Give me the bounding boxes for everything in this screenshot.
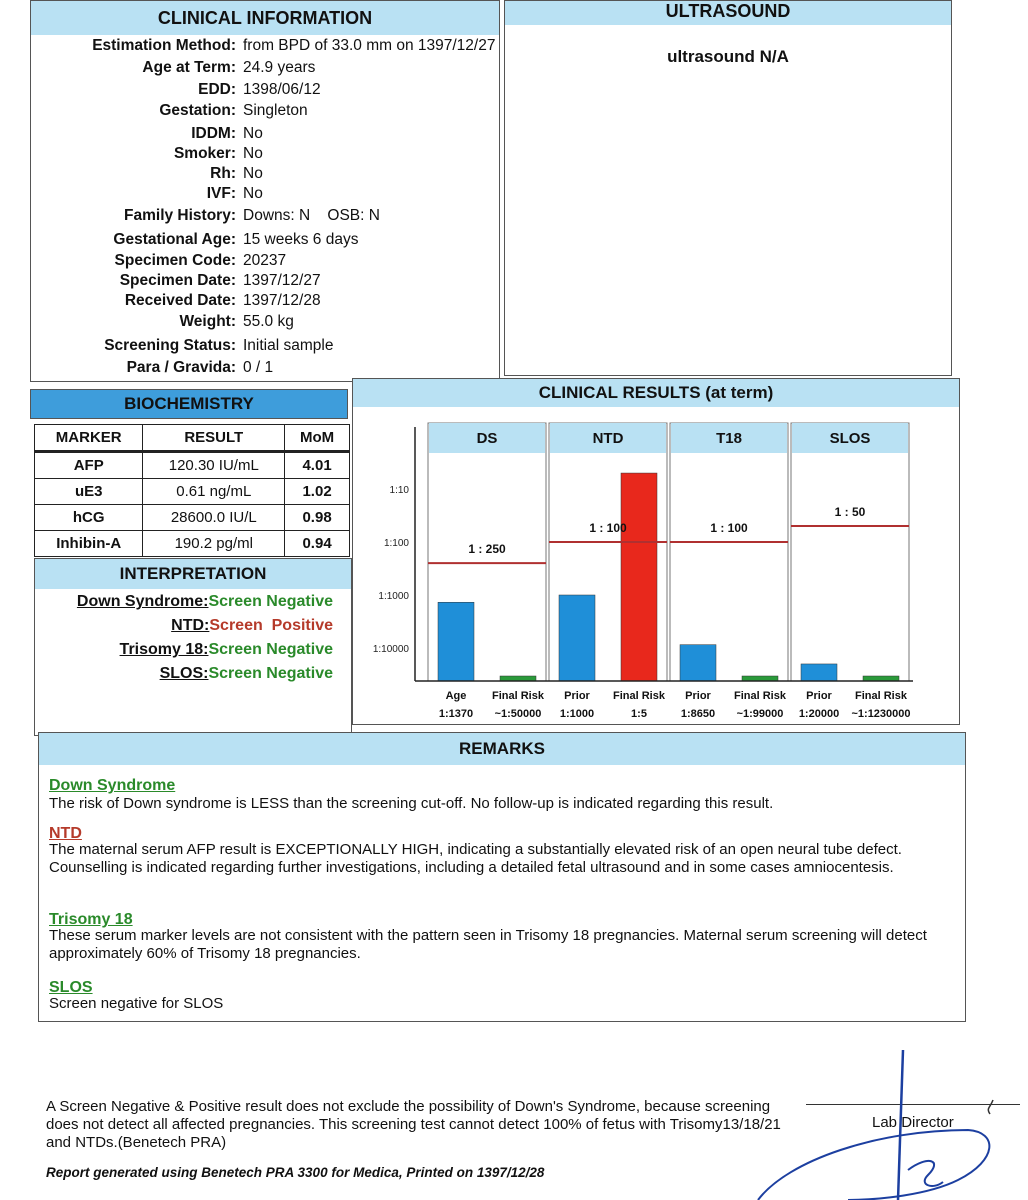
cutoff-label: 1 : 100 xyxy=(710,521,748,535)
biochemistry-header xyxy=(30,389,348,419)
cutoff-label: 1 : 100 xyxy=(589,521,627,535)
chart-panel-title: SLOS xyxy=(829,430,871,447)
bio-marker: Inhibin-A xyxy=(35,531,143,557)
interpretation-result: Screen Negative xyxy=(208,593,333,610)
interpretation-label: SLOS: xyxy=(159,665,209,682)
chart-bar xyxy=(621,473,657,681)
clinical-results-panel xyxy=(352,378,960,725)
table-row xyxy=(35,452,350,479)
clinical-info-label: Received Date: xyxy=(124,292,236,309)
clinical-info-label: Age at Term: xyxy=(142,59,236,76)
clinical-info-value: 55.0 kg xyxy=(243,313,294,330)
interpretation-title: INTERPRETATION xyxy=(35,559,351,589)
clinical-info-label: Specimen Date: xyxy=(119,272,236,289)
interpretation-row xyxy=(77,593,333,611)
cutoff-label: 1 : 250 xyxy=(468,542,506,557)
clinical-info-value: No xyxy=(243,145,263,162)
chart-panel-frame xyxy=(670,423,788,681)
remark-text: The maternal serum AFP result is EXCEPTIONALLY HIGH, indicating a substantially elevated risk of an open neural tube defect. Counselling is indicated regarding further investigations, including a detailed fetal ultrasound and in some cases amniocentesis. xyxy=(49,841,902,876)
clinical-info-value: Initial sample xyxy=(243,337,334,354)
bio-marker: AFP xyxy=(35,452,143,479)
remarks-panel xyxy=(38,732,966,1022)
footer-generated: Report generated using Benetech PRA 3300 for Medica, Printed on 1397/12/28 xyxy=(46,1165,545,1180)
bar-value-label: ~1:1230000 xyxy=(851,708,911,720)
bio-mom: 1.02 xyxy=(285,479,350,505)
bio-marker: hCG xyxy=(35,505,143,531)
clinical-info-value: 1398/06/12 xyxy=(243,81,321,98)
bar-value-label: 1:1370 xyxy=(438,708,474,720)
clinical-info-label: Gestational Age: xyxy=(113,231,236,248)
clinical-info-value: No xyxy=(243,125,263,142)
interpretation-panel xyxy=(34,558,352,736)
bio-col-mom: MoM xyxy=(285,425,350,452)
clinical-results-chart xyxy=(353,409,957,723)
interpretation-result: Screen Positive xyxy=(209,617,333,634)
bio-result: 120.30 IU/mL xyxy=(143,452,285,479)
interpretation-result: Screen Negative xyxy=(208,641,333,658)
clinical-info-value: 1397/12/28 xyxy=(243,292,321,309)
clinical-information-panel xyxy=(30,0,500,382)
footer-disclaimer: A Screen Negative & Positive result does not exclude the possibility of Down's Syndrome, because screening does not detect all affected pregnancies. This screening test cannot detect 100% of fetus with Trisomy13/18/21 and NTDs.(Benetech PRA) xyxy=(46,1098,781,1151)
bio-marker: uE3 xyxy=(35,479,143,505)
clinical-info-value: 1397/12/27 xyxy=(243,272,321,289)
bio-result: 28600.0 IU/L xyxy=(143,505,285,531)
remark-title: Trisomy 18 xyxy=(49,911,133,928)
remark-title: SLOS xyxy=(49,979,93,996)
clinical-info-value: 0 / 1 xyxy=(243,359,274,376)
bar-category-label: Age xyxy=(445,690,467,702)
y-tick-label: 1:10 xyxy=(389,485,409,496)
table-row xyxy=(35,531,350,557)
clinical-info-value: No xyxy=(243,165,263,182)
clinical-info-label: Gestation: xyxy=(159,102,236,119)
signature-label: Lab Director xyxy=(872,1114,954,1131)
clinical-info-label: Smoker: xyxy=(173,145,236,162)
bar-category-label: Prior xyxy=(806,690,832,702)
clinical-info-value: No xyxy=(243,185,263,202)
remark-title: NTD xyxy=(49,825,82,842)
bar-category-label: Final Risk xyxy=(855,690,907,702)
clinical-info-label: EDD: xyxy=(198,81,236,98)
biochemistry-title: BIOCHEMISTRY xyxy=(124,394,254,413)
clinical-info-value: Singleton xyxy=(243,102,308,119)
interpretation-row xyxy=(160,665,333,683)
table-row xyxy=(35,479,350,505)
interpretation-row xyxy=(120,641,333,659)
bar-value-label: ~1:50000 xyxy=(494,708,542,720)
ultrasound-text: ultrasound N/A xyxy=(667,47,789,66)
chart-panel-title: DS xyxy=(476,430,498,447)
interpretation-label: Down Syndrome: xyxy=(76,593,209,610)
interpretation-label: Trisomy 18: xyxy=(119,641,209,658)
bar-category-label: Final Risk xyxy=(492,690,544,702)
biochemistry-table xyxy=(34,424,350,557)
chart-bar xyxy=(801,664,837,681)
clinical-info-label: Weight: xyxy=(179,313,236,330)
clinical-info-label: Family History: xyxy=(124,207,236,224)
clinical-info-value: from BPD of 33.0 mm on 1397/12/27 xyxy=(243,37,496,54)
clinical-results-title: CLINICAL RESULTS (at term) xyxy=(353,379,959,407)
interpretation-result: Screen Negative xyxy=(208,665,333,682)
bar-value-label: ~1:99000 xyxy=(736,708,784,720)
clinical-info-label: IDDM: xyxy=(191,125,236,142)
y-tick-label: 1:10000 xyxy=(372,644,409,655)
bio-result: 190.2 pg/ml xyxy=(143,531,285,557)
interpretation-label: NTD: xyxy=(171,617,210,634)
cutoff-label: 1 : 50 xyxy=(834,505,866,520)
bar-category-label: Prior xyxy=(564,690,590,702)
chart-panel-title: T18 xyxy=(716,430,742,447)
clinical-info-value: 15 weeks 6 days xyxy=(243,231,359,248)
interpretation-row xyxy=(171,617,333,635)
chart-panel-frame xyxy=(791,423,909,681)
clinical-info-label: Rh: xyxy=(210,165,236,182)
bio-result: 0.61 ng/mL xyxy=(143,479,285,505)
bar-value-label: 1:20000 xyxy=(798,708,840,720)
clinical-info-label: Specimen Code: xyxy=(114,252,236,269)
chart-bar xyxy=(438,602,474,681)
bio-col-marker: MARKER xyxy=(35,425,143,452)
bio-mom: 0.98 xyxy=(285,505,350,531)
bio-mom: 0.94 xyxy=(285,531,350,557)
bar-category-label: Final Risk xyxy=(613,690,665,702)
remarks-title: REMARKS xyxy=(39,733,965,765)
clinical-info-label: Screening Status: xyxy=(104,337,236,354)
y-tick-label: 1:100 xyxy=(383,538,409,549)
remark-text: Screen negative for SLOS xyxy=(49,995,224,1012)
remark-text: The risk of Down syndrome is LESS than the screening cut-off. No follow-up is indicated regarding this result. xyxy=(49,795,774,812)
bar-category-label: Final Risk xyxy=(734,690,786,702)
chart-panel-title: NTD xyxy=(592,430,624,447)
clinical-info-value: 24.9 years xyxy=(243,59,316,76)
bio-col-result: RESULT xyxy=(143,425,285,452)
clinical-info-label: IVF: xyxy=(206,185,236,202)
clinical-info-value: 20237 xyxy=(243,252,287,269)
table-row xyxy=(35,505,350,531)
remark-title: Down Syndrome xyxy=(49,777,176,794)
chart-bar xyxy=(559,595,595,681)
ultrasound-title: ULTRASOUND xyxy=(505,1,951,25)
clinical-info-label: Estimation Method: xyxy=(92,37,236,54)
remark-text: These serum marker levels are not consistent with the pattern seen in Trisomy 18 pregnancies. Maternal serum screening will detect approximately 60% of Trisomy 18 pregnancies. xyxy=(49,927,927,962)
clinical-info-value: Downs: N OSB: N xyxy=(243,207,380,224)
ultrasound-panel xyxy=(504,0,952,376)
y-tick-label: 1:1000 xyxy=(378,591,409,602)
bar-value-label: 1:5 xyxy=(631,708,647,720)
bar-value-label: 1:1000 xyxy=(559,708,595,720)
bar-value-label: 1:8650 xyxy=(680,708,716,720)
signature-image xyxy=(728,1050,1028,1200)
bar-category-label: Prior xyxy=(685,690,711,702)
chart-bar xyxy=(680,645,716,681)
clinical-info-label: Para / Gravida: xyxy=(126,359,236,376)
bio-mom: 4.01 xyxy=(285,452,350,479)
clinical-information-title: CLINICAL INFORMATION xyxy=(31,1,499,35)
